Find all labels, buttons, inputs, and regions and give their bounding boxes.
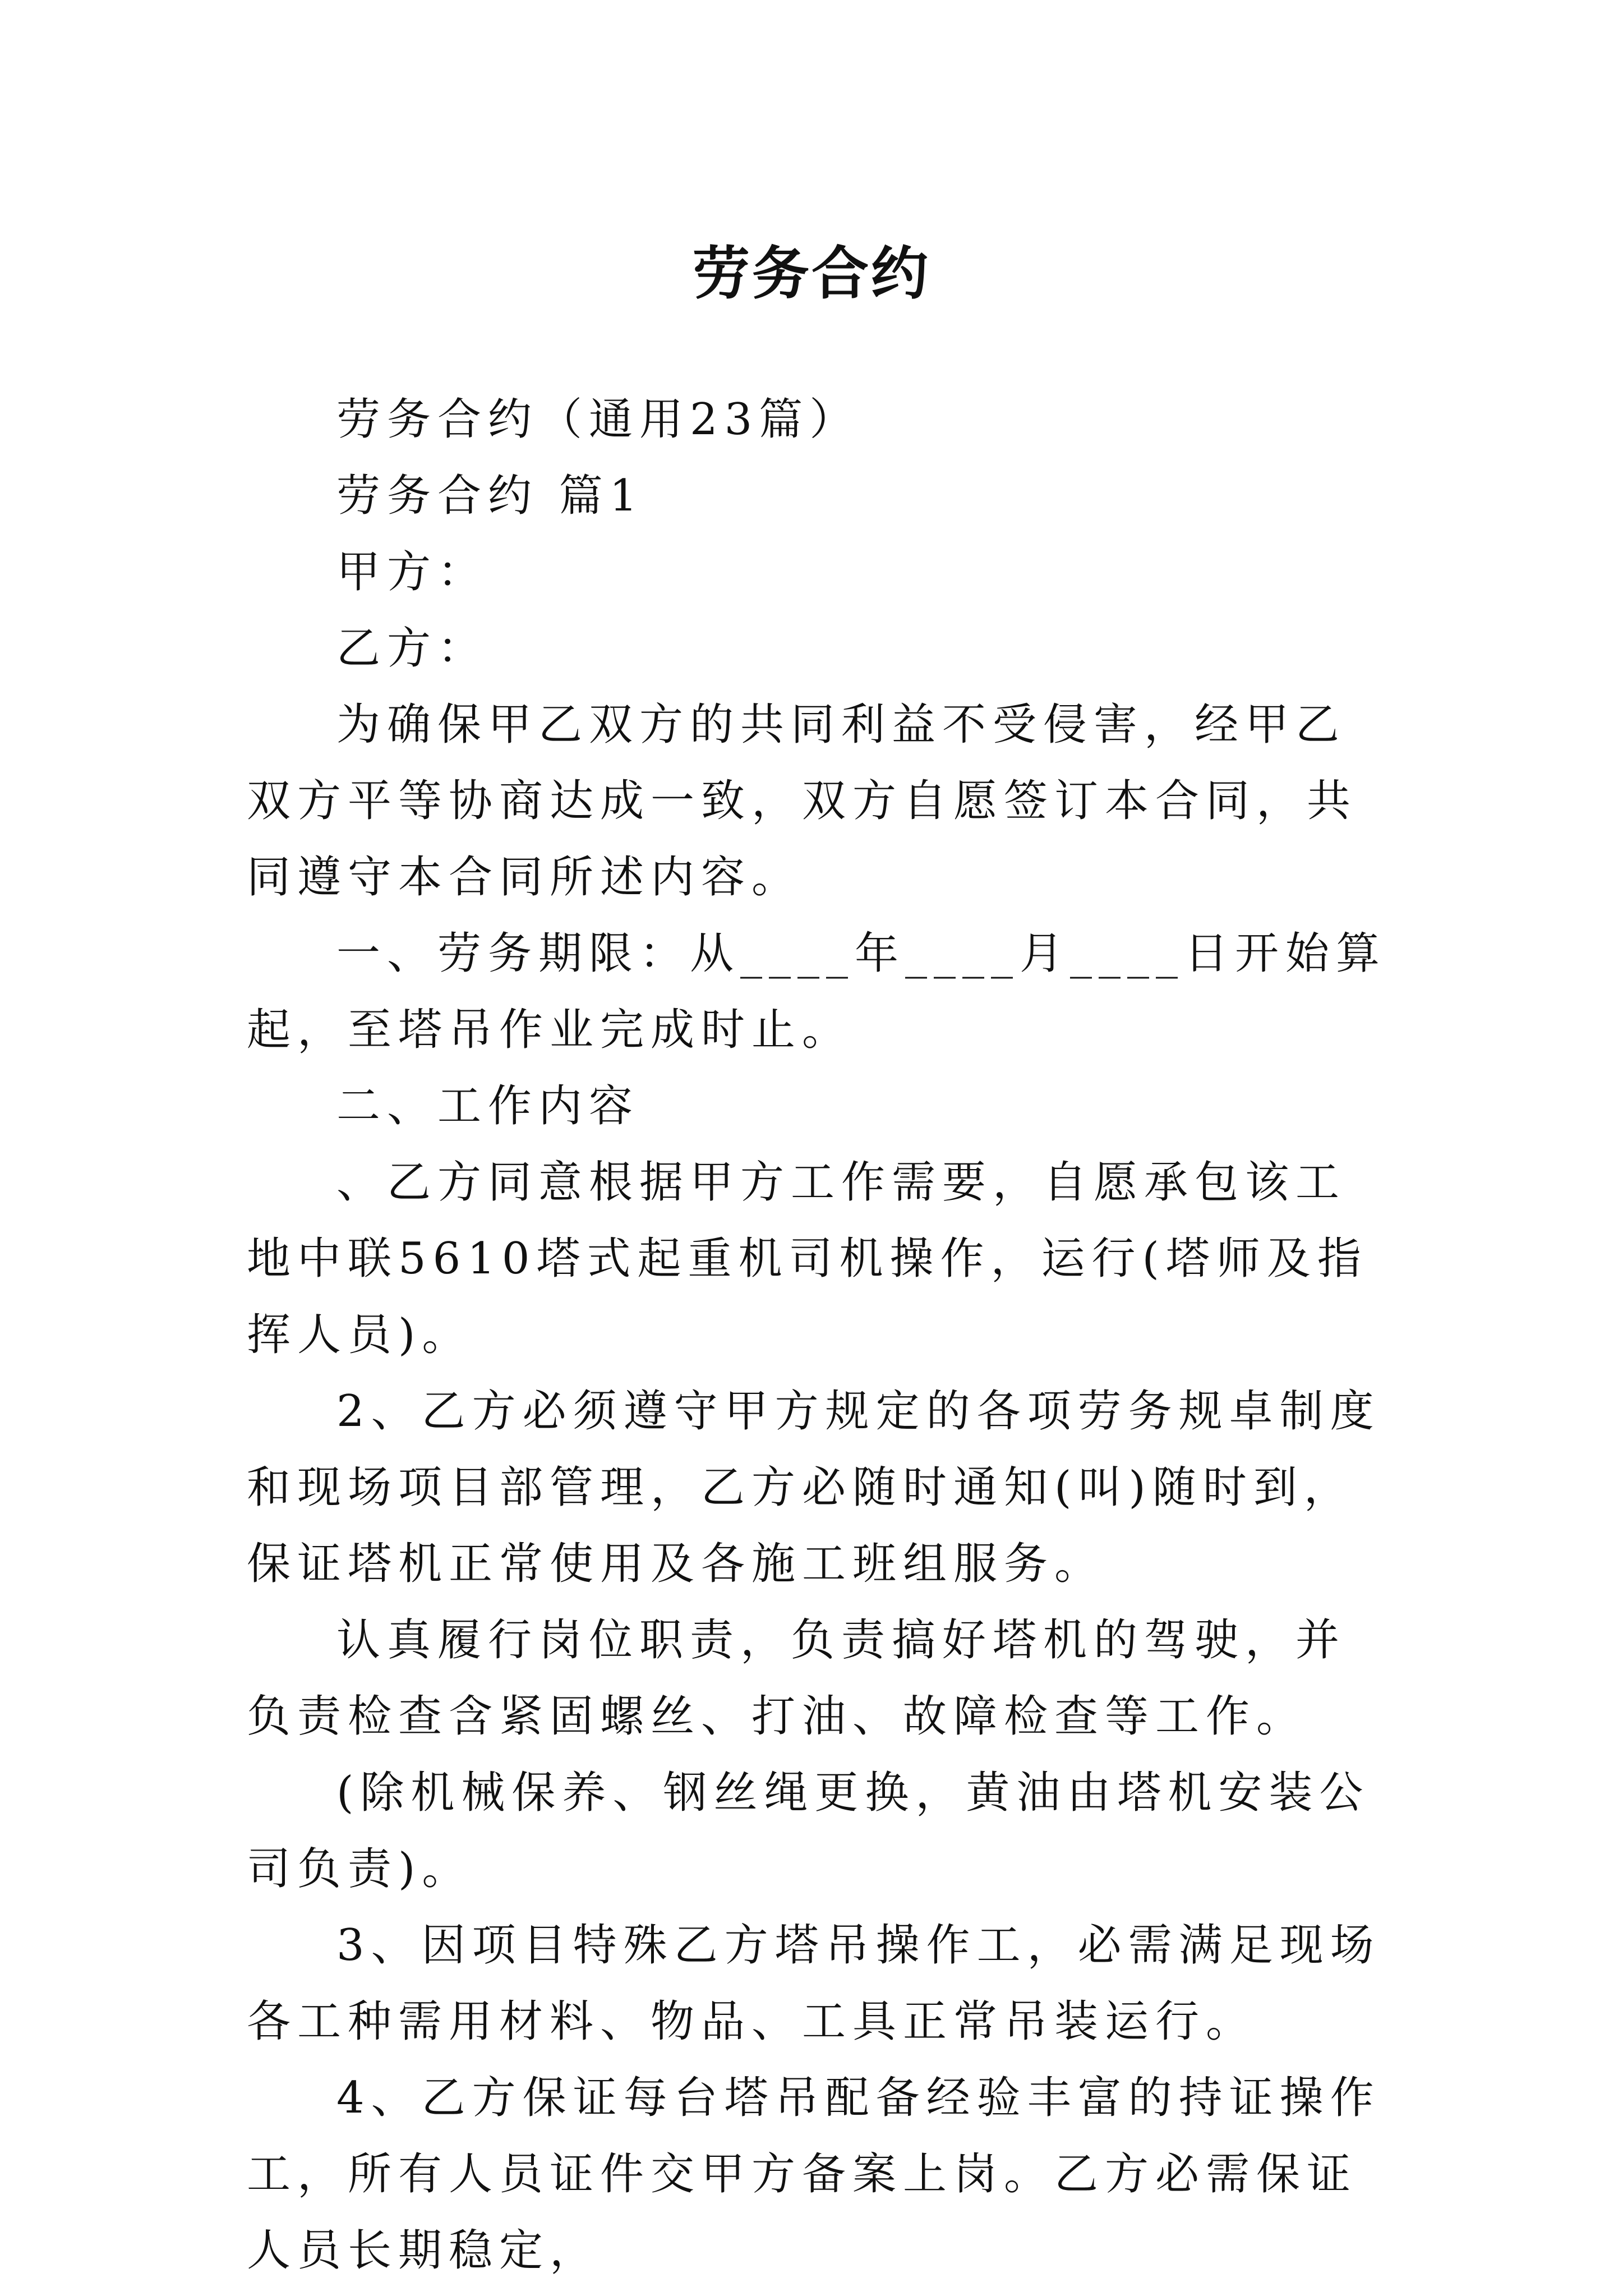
paragraph-party-a: 甲方：: [336, 547, 488, 597]
paragraph-exclusions: (除机械保养、钢丝绳更换，黄油由塔机安装公司负责)。: [247, 1768, 1370, 1894]
paragraph-clause-3: 3、因项目特殊乙方塔吊操作工，必需满足现场各工种需用材料、物品、工具正常吊装运行。: [247, 1920, 1381, 2047]
paragraph-section-heading: 劳务合约 篇1: [336, 471, 644, 521]
paragraph-party-b: 乙方：: [336, 623, 488, 674]
paragraph-subtitle: 劳务合约（通用23篇）: [336, 394, 860, 445]
paragraph-clause-2: 2、乙方必须遵守甲方规定的各项劳务规卓制度和现场项目部管理，乙方必随时通知(叫)随时到，保证塔机正常使用及各施工班组服务。: [247, 1386, 1381, 1589]
paragraph-clause-1: 、乙方同意根据甲方工作需要，自愿承包该工地中联5610塔式起重机司机操作，运行(塔师及指挥人员)。: [247, 1157, 1368, 1360]
document-title: 劳务合约: [693, 240, 930, 308]
paragraph-duties: 认真履行岗位职责，负责搞好塔机的驾驶，并负责检查含紧固螺丝、打油、故障检查等工作。: [247, 1615, 1347, 1742]
paragraph-term: 一、劳务期限：从____年____月____日开始算起，至塔吊作业完成时止。: [247, 928, 1387, 1055]
document-body: [247, 381, 1391, 2289]
paragraph-preamble: 为确保甲乙双方的共同利益不受侵害，经甲乙双方平等协商达成一致，双方自愿签订本合同，共同遵守本合同所述内容。: [247, 700, 1358, 903]
paragraph-work-heading: 二、工作内容: [336, 1081, 640, 1131]
paragraph-clause-4: 4、乙方保证每台塔吊配备经验丰富的持证操作工，所有人员证件交甲方备案上岗。乙方必需保证人员长期稳定，: [247, 2073, 1381, 2276]
